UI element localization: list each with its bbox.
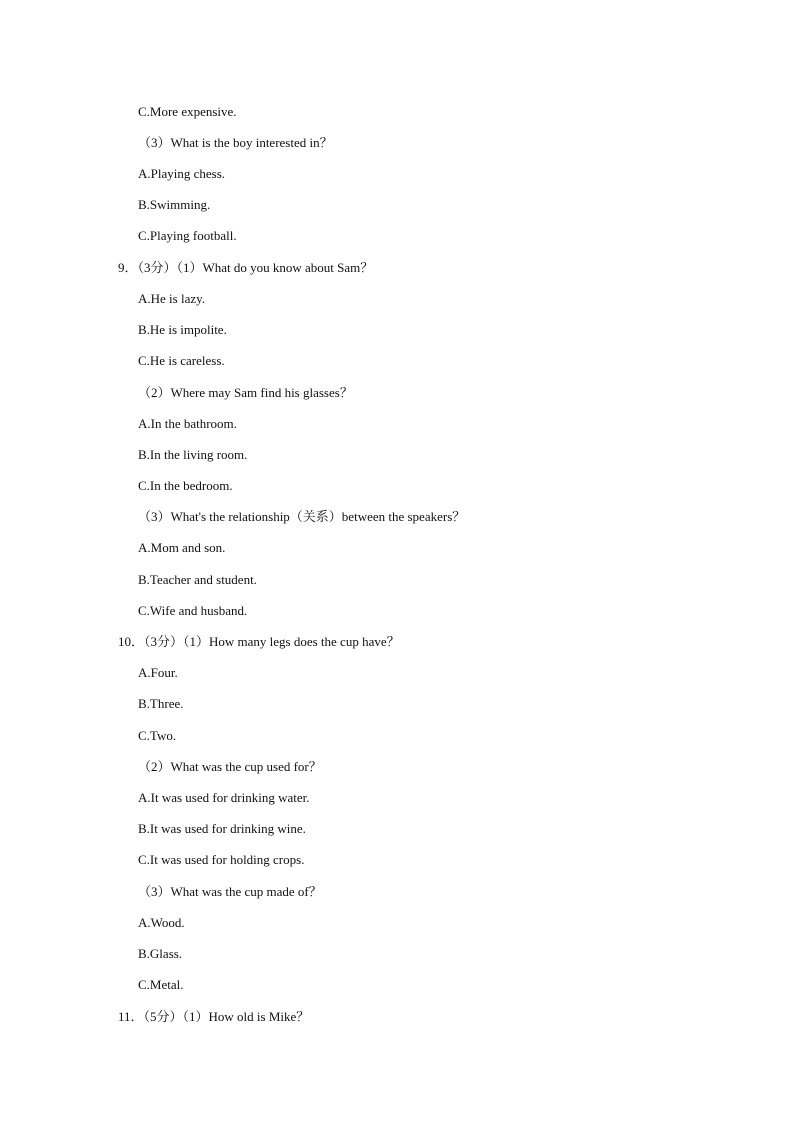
option-a: A.In the bathroom.	[138, 416, 237, 431]
option-b: B.Swimming.	[138, 197, 211, 212]
option-c: C.Two.	[138, 728, 177, 743]
option-c-more-expensive: C.More expensive.	[138, 104, 237, 119]
option-b: B.He is impolite.	[138, 322, 227, 337]
sub-question-3: （3）What was the cup made of？	[138, 884, 322, 899]
option-a: A.He is lazy.	[138, 291, 206, 306]
option-c: C.He is careless.	[138, 353, 225, 368]
sub-question-3: （3）What's the relationship（关系）between the speakers？	[138, 509, 466, 524]
option-c: C.Playing football.	[138, 228, 237, 243]
question-9: 9．（3分）（1）What do you know about Sam？	[118, 260, 374, 275]
option-b: B.It was used for drinking wine.	[138, 821, 306, 836]
option-c: C.It was used for holding crops.	[138, 852, 305, 867]
option-b: B.Teacher and student.	[138, 572, 257, 587]
option-a: A.It was used for drinking water.	[138, 790, 310, 805]
option-c: C.Wife and husband.	[138, 603, 248, 618]
question-10: 10．（3分）（1）How many legs does the cup have？	[118, 634, 400, 649]
option-a: A.Four.	[138, 665, 178, 680]
option-b: B.Three.	[138, 696, 184, 711]
option-b: B.In the living room.	[138, 447, 248, 462]
option-c: C.Metal.	[138, 977, 184, 992]
option-a: A.Wood.	[138, 915, 185, 930]
sub-question-2: （2）What was the cup used for？	[138, 759, 322, 774]
option-b: B.Glass.	[138, 946, 183, 961]
option-c: C.In the bedroom.	[138, 478, 233, 493]
option-a: A.Playing chess.	[138, 166, 226, 181]
question-11: 11．（5分）（1）How old is Mike？	[118, 1009, 310, 1024]
sub-question-3: （3）What is the boy interested in？	[138, 135, 333, 150]
sub-question-2: （2）Where may Sam find his glasses？	[138, 385, 353, 400]
option-a: A.Mom and son.	[138, 540, 226, 555]
